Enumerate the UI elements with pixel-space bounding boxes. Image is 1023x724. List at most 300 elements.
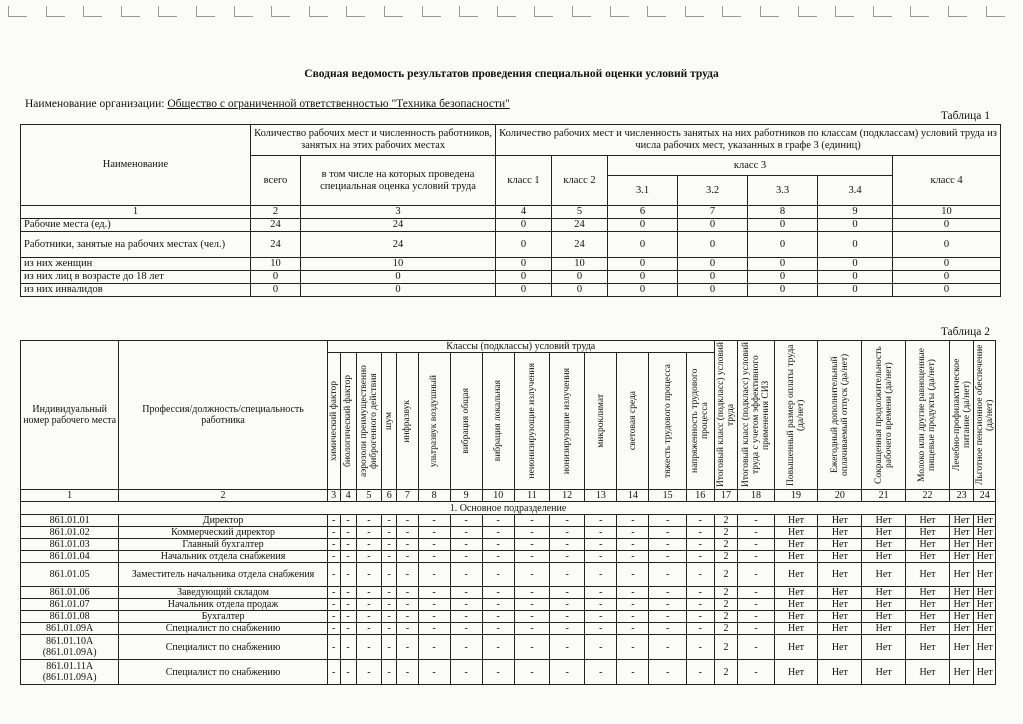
t2-guarantee-value: Нет	[974, 563, 996, 587]
t1-cell: 0	[301, 284, 496, 297]
t1-cell: 0	[893, 219, 1001, 232]
binding-mark	[760, 6, 779, 17]
t2-guarantee-value: Нет	[774, 611, 818, 623]
t2-factor-value: -	[686, 539, 714, 551]
t2-factor-value: -	[649, 527, 686, 539]
t2-profession: Начальник отдела снабжения	[119, 551, 327, 563]
t2-factor-value: -	[340, 563, 356, 587]
t2-guarantee-value: Нет	[906, 527, 950, 539]
t2-factor-value: -	[686, 611, 714, 623]
t2-workplace-id: 861.01.05	[21, 563, 119, 587]
t2-factor-value: -	[382, 660, 397, 685]
t2-factor-value: -	[356, 660, 382, 685]
binding-mark	[986, 6, 1005, 17]
t2-guarantee-value: Нет	[906, 587, 950, 599]
t2-guarantee-value: Нет	[862, 611, 906, 623]
t2-factor-value: -	[327, 611, 340, 623]
t2-factor-value: -	[585, 539, 617, 551]
t2-column-number: 15	[649, 490, 686, 502]
t2-guarantee-value: Нет	[818, 660, 862, 685]
t2-final-class: 2	[714, 599, 738, 611]
t2-guarantee-value: Нет	[974, 599, 996, 611]
t2-final-class-siz: -	[738, 527, 774, 539]
t1-cell: 0	[748, 258, 818, 271]
t2-guarantee-value: Нет	[862, 539, 906, 551]
t2-factor-value: -	[382, 515, 397, 527]
t2-guarantee-value: Нет	[818, 527, 862, 539]
t2-row	[21, 587, 996, 599]
t2-factor-value: -	[649, 611, 686, 623]
t2-guarantee-value: Нет	[774, 635, 818, 660]
t2-profession: Бухгалтер	[119, 611, 327, 623]
t2-factor-value: -	[382, 551, 397, 563]
t2-row	[21, 611, 996, 623]
t2-factor-value: -	[450, 563, 482, 587]
t2-guarantee-value: Нет	[818, 563, 862, 587]
t2-factor-value: -	[450, 527, 482, 539]
t1-cell: 0	[608, 258, 678, 271]
t2-workplace-id: 861.01.02	[21, 527, 119, 539]
binding-mark	[948, 6, 967, 17]
t2-workplace-id: 861.01.04	[21, 551, 119, 563]
t2-factor-value: -	[617, 660, 649, 685]
t2-guarantee-value: Нет	[818, 635, 862, 660]
t2-factor-value: -	[382, 635, 397, 660]
t2-factor-value: -	[382, 527, 397, 539]
t2-factor-value: -	[514, 515, 549, 527]
t2-workplace-id: 861.01.09А	[21, 623, 119, 635]
t2-factor-header: световая среда	[617, 353, 649, 490]
t2-guarantee-value: Нет	[818, 539, 862, 551]
t1-cell: 10	[301, 258, 496, 271]
t2-factor-value: -	[450, 599, 482, 611]
t2-factor-value: -	[482, 527, 514, 539]
t2-factor-value: -	[418, 563, 450, 587]
t2-factor-value: -	[397, 611, 418, 623]
t2-workplace-id: 861.01.03	[21, 539, 119, 551]
t1-cell: 0	[678, 219, 748, 232]
t1-column-number: 3	[301, 206, 496, 219]
t2-profession: Начальник отдела продаж	[119, 599, 327, 611]
t2-header-id: Индивидуальный номер рабочего места	[21, 341, 119, 490]
t2-factor-value: -	[617, 635, 649, 660]
t2-factor-value: -	[450, 539, 482, 551]
t2-factor-value: -	[397, 623, 418, 635]
t1-cell: 0	[893, 271, 1001, 284]
t2-guarantee-value: Нет	[906, 623, 950, 635]
t2-guarantee-value: Нет	[906, 551, 950, 563]
t2-guarantee-value: Нет	[949, 635, 974, 660]
t1-column-number: 7	[678, 206, 748, 219]
t2-column-number: 6	[382, 490, 397, 502]
t2-factor-value: -	[356, 611, 382, 623]
t1-cell: 24	[301, 232, 496, 258]
t2-factor-value: -	[327, 527, 340, 539]
t1-header-class2: класс 2	[552, 156, 608, 206]
t2-final-class-siz: -	[738, 563, 774, 587]
t2-factor-value: -	[340, 551, 356, 563]
t2-factor-value: -	[340, 611, 356, 623]
t1-row	[21, 219, 1001, 232]
t2-factor-value: -	[397, 539, 418, 551]
t2-guarantee-value: Нет	[949, 611, 974, 623]
t2-final-class: 2	[714, 539, 738, 551]
t2-factor-value: -	[585, 587, 617, 599]
t1-cell: 0	[678, 258, 748, 271]
t2-guarantee-value: Нет	[974, 551, 996, 563]
binding-mark	[722, 6, 741, 17]
t1-header-total: всего	[251, 156, 301, 206]
t2-factor-value: -	[356, 623, 382, 635]
t2-factor-value: -	[617, 539, 649, 551]
t2-final-class: 2	[714, 587, 738, 599]
t1-cell: 0	[818, 284, 893, 297]
binding-mark	[83, 6, 102, 17]
t2-factor-header: биологический фактор	[340, 353, 356, 490]
t2-factor-value: -	[340, 527, 356, 539]
t1-column-number: 6	[608, 206, 678, 219]
t2-profession: Специалист по снабжению	[119, 623, 327, 635]
t2-factor-value: -	[356, 587, 382, 599]
t1-cell: 0	[251, 271, 301, 284]
t1-cell: 0	[608, 271, 678, 284]
binding-mark	[459, 6, 478, 17]
t1-cell: 0	[552, 271, 608, 284]
t2-factor-value: -	[418, 623, 450, 635]
t2-factor-header: ультразвук воздушный	[418, 353, 450, 490]
t2-final-class-siz: -	[738, 623, 774, 635]
t2-row	[21, 599, 996, 611]
t2-factor-value: -	[514, 599, 549, 611]
binding-mark	[572, 6, 591, 17]
t2-factor-value: -	[418, 611, 450, 623]
t2-factor-value: -	[397, 527, 418, 539]
t2-guarantee-value: Нет	[974, 611, 996, 623]
t2-column-number: 22	[906, 490, 950, 502]
t1-column-number: 4	[496, 206, 552, 219]
t2-factor-value: -	[327, 539, 340, 551]
t2-factor-value: -	[686, 623, 714, 635]
t2-factor-value: -	[649, 635, 686, 660]
t2-factor-value: -	[397, 635, 418, 660]
t2-row	[21, 527, 996, 539]
t2-workplace-id: 861.01.11А (861.01.09А)	[21, 660, 119, 685]
t2-column-number: 20	[818, 490, 862, 502]
t2-header-extra-1: Ежегодный дополнительный оплачиваемый отпуск (да/нет)	[818, 341, 862, 490]
t2-factor-value: -	[617, 623, 649, 635]
t2-factor-value: -	[382, 599, 397, 611]
t1-cell: 0	[608, 284, 678, 297]
t1-cell: 10	[251, 258, 301, 271]
t1-cell: 0	[893, 258, 1001, 271]
t2-factor-header: ионизирующие излучения	[550, 353, 585, 490]
t1-row-label: из них женщин	[21, 258, 251, 271]
t1-column-number: 10	[893, 206, 1001, 219]
t2-factor-value: -	[450, 611, 482, 623]
t2-factor-value: -	[482, 623, 514, 635]
binding-mark	[873, 6, 892, 17]
t2-factor-value: -	[686, 551, 714, 563]
t2-factor-value: -	[550, 563, 585, 587]
t2-factor-value: -	[550, 660, 585, 685]
binding-mark	[121, 6, 140, 17]
t2-workplace-id: 861.01.07	[21, 599, 119, 611]
t2-factor-value: -	[356, 635, 382, 660]
summary-table	[20, 124, 1001, 297]
binding-mark	[8, 6, 27, 17]
t1-cell: 24	[552, 219, 608, 232]
t1-cell: 0	[748, 219, 818, 232]
t2-guarantee-value: Нет	[949, 563, 974, 587]
t2-guarantee-value: Нет	[774, 539, 818, 551]
t1-cell: 0	[552, 284, 608, 297]
t2-column-number: 10	[482, 490, 514, 502]
t2-factor-value: -	[550, 587, 585, 599]
t2-guarantee-value: Нет	[818, 611, 862, 623]
t2-guarantee-value: Нет	[774, 551, 818, 563]
t2-guarantee-value: Нет	[774, 623, 818, 635]
t1-row-label: из них лиц в возрасте до 18 лет	[21, 271, 251, 284]
t2-workplace-id: 861.01.10А (861.01.09А)	[21, 635, 119, 660]
t2-final-class: 2	[714, 515, 738, 527]
t2-final-class-siz: -	[738, 515, 774, 527]
t2-header-classes: Классы (подклассы) условий труда	[327, 341, 714, 353]
t1-column-number: 1	[21, 206, 251, 219]
t1-cell: 0	[818, 258, 893, 271]
t2-factor-value: -	[514, 635, 549, 660]
t1-cell: 0	[496, 232, 552, 258]
t2-guarantee-value: Нет	[974, 515, 996, 527]
t2-factor-value: -	[686, 515, 714, 527]
t2-guarantee-value: Нет	[974, 635, 996, 660]
t2-factor-value: -	[585, 563, 617, 587]
t2-guarantee-value: Нет	[974, 623, 996, 635]
t2-factor-value: -	[686, 635, 714, 660]
t2-column-numbers	[21, 490, 996, 502]
t2-header-extra-5: Льготное пенсионное обеспечение (да/нет)	[974, 341, 996, 490]
t2-factor-value: -	[482, 551, 514, 563]
t1-cell: 0	[251, 284, 301, 297]
t1-cell: 0	[818, 219, 893, 232]
t2-guarantee-value: Нет	[862, 635, 906, 660]
t2-factor-value: -	[482, 587, 514, 599]
t2-guarantee-value: Нет	[949, 599, 974, 611]
t2-guarantee-value: Нет	[949, 515, 974, 527]
t2-guarantee-value: Нет	[949, 660, 974, 685]
binding-mark	[384, 6, 403, 17]
t2-header-extra-4: Лечебно-профилактическое питание (да/нет)	[949, 341, 974, 490]
t1-column-number: 2	[251, 206, 301, 219]
t2-final-class-siz: -	[738, 599, 774, 611]
t2-header-final-class-siz: Итоговый класс (подкласс) условий труда с учетом эффективного применения СИЗ	[738, 341, 774, 490]
t2-factor-value: -	[514, 551, 549, 563]
t2-column-number: 12	[550, 490, 585, 502]
t1-header-class1: класс 1	[496, 156, 552, 206]
t2-guarantee-value: Нет	[974, 587, 996, 599]
t2-factor-value: -	[649, 599, 686, 611]
t1-cell: 0	[496, 271, 552, 284]
t2-factor-value: -	[356, 539, 382, 551]
t2-factor-value: -	[585, 635, 617, 660]
t1-header-class4: класс 4	[893, 156, 1001, 206]
t1-header-workplaces: Количество рабочих мест и численность работников, занятых на этих рабочих местах	[251, 125, 496, 156]
t2-factor-value: -	[617, 527, 649, 539]
t2-guarantee-value: Нет	[862, 563, 906, 587]
t1-header-assessed: в том числе на которых проведена специальная оценка условий труда	[301, 156, 496, 206]
t2-final-class-siz: -	[738, 611, 774, 623]
t2-guarantee-value: Нет	[818, 587, 862, 599]
t2-guarantee-value: Нет	[774, 563, 818, 587]
t2-factor-value: -	[450, 660, 482, 685]
t2-factor-value: -	[514, 539, 549, 551]
binding-mark	[685, 6, 704, 17]
t2-factor-value: -	[340, 623, 356, 635]
t2-factor-value: -	[356, 599, 382, 611]
t2-factor-value: -	[382, 539, 397, 551]
binding-mark	[798, 6, 817, 17]
t2-factor-value: -	[450, 515, 482, 527]
t2-factor-value: -	[340, 599, 356, 611]
t1-header-classes: Количество рабочих мест и численность занятых на них работников по классам (подклассам) условий труда из числа рабочих мест, указанных в графе 3 (единиц)	[496, 125, 1001, 156]
t2-factor-value: -	[686, 527, 714, 539]
t1-column-number: 5	[552, 206, 608, 219]
t2-final-class-siz: -	[738, 635, 774, 660]
t2-factor-value: -	[340, 587, 356, 599]
t2-row	[21, 660, 996, 685]
t2-factor-header: напряженность трудового процесса	[686, 353, 714, 490]
t2-factor-value: -	[327, 515, 340, 527]
t2-factor-header: инфразвук	[397, 353, 418, 490]
t1-cell: 0	[893, 232, 1001, 258]
table2-label: Таблица 2	[940, 326, 990, 338]
t2-factor-value: -	[585, 623, 617, 635]
t2-factor-value: -	[327, 587, 340, 599]
t1-cell: 0	[748, 232, 818, 258]
t2-header-profession: Профессия/должность/специальность работника	[119, 341, 327, 490]
t2-factor-value: -	[418, 539, 450, 551]
t2-final-class: 2	[714, 611, 738, 623]
organization-name: Общество с ограниченной ответственностью "Техника безопасности"	[167, 98, 510, 110]
binding-mark	[346, 6, 365, 17]
t2-guarantee-value: Нет	[949, 527, 974, 539]
t2-factor-header: шум	[382, 353, 397, 490]
t1-row	[21, 271, 1001, 284]
t1-cell: 0	[678, 232, 748, 258]
t1-column-numbers	[21, 206, 1001, 219]
t2-workplace-id: 861.01.08	[21, 611, 119, 623]
t2-factor-value: -	[356, 551, 382, 563]
binding-mark	[647, 6, 666, 17]
t2-factor-value: -	[514, 623, 549, 635]
t2-column-number: 7	[397, 490, 418, 502]
t1-cell: 0	[818, 271, 893, 284]
t2-factor-value: -	[649, 587, 686, 599]
t2-factor-header: вибрация общая	[450, 353, 482, 490]
t2-factor-value: -	[356, 515, 382, 527]
t2-factor-value: -	[482, 635, 514, 660]
t2-guarantee-value: Нет	[949, 551, 974, 563]
t2-guarantee-value: Нет	[906, 515, 950, 527]
t2-column-number: 13	[585, 490, 617, 502]
t2-factor-value: -	[649, 539, 686, 551]
t2-guarantee-value: Нет	[862, 587, 906, 599]
t2-factor-value: -	[482, 515, 514, 527]
t2-factor-value: -	[450, 635, 482, 660]
t2-factor-value: -	[382, 563, 397, 587]
t2-row	[21, 515, 996, 527]
t2-final-class-siz: -	[738, 551, 774, 563]
t2-factor-value: -	[550, 539, 585, 551]
t2-guarantee-value: Нет	[774, 660, 818, 685]
t2-guarantee-value: Нет	[862, 623, 906, 635]
t1-cell: 0	[678, 284, 748, 297]
t2-factor-value: -	[514, 611, 549, 623]
t2-final-class: 2	[714, 563, 738, 587]
t2-guarantee-value: Нет	[818, 551, 862, 563]
t2-guarantee-value: Нет	[818, 623, 862, 635]
t2-factor-value: -	[382, 587, 397, 599]
t2-header-final-class: Итоговый класс (подкласс) условий труда	[714, 341, 738, 490]
t2-factor-value: -	[514, 563, 549, 587]
organization-line	[25, 98, 510, 110]
t2-profession: Директор	[119, 515, 327, 527]
t2-factor-value: -	[340, 660, 356, 685]
t2-factor-value: -	[397, 660, 418, 685]
t2-factor-value: -	[585, 551, 617, 563]
t2-factor-value: -	[617, 611, 649, 623]
t2-guarantee-value: Нет	[974, 527, 996, 539]
t2-guarantee-value: Нет	[906, 611, 950, 623]
t2-final-class: 2	[714, 623, 738, 635]
t2-guarantee-value: Нет	[906, 539, 950, 551]
t2-factor-value: -	[327, 551, 340, 563]
t2-guarantee-value: Нет	[949, 539, 974, 551]
t2-factor-value: -	[418, 515, 450, 527]
t2-workplace-id: 861.01.01	[21, 515, 119, 527]
t1-cell: 24	[552, 232, 608, 258]
t2-final-class: 2	[714, 660, 738, 685]
t2-factor-value: -	[340, 635, 356, 660]
t2-workplace-id: 861.01.06	[21, 587, 119, 599]
t2-guarantee-value: Нет	[774, 587, 818, 599]
t1-header-c34: 3.4	[818, 176, 893, 206]
t1-header-c33: 3.3	[748, 176, 818, 206]
t2-guarantee-value: Нет	[949, 623, 974, 635]
binding-holes	[0, 0, 1023, 22]
t2-factor-value: -	[585, 611, 617, 623]
binding-mark	[497, 6, 516, 17]
t2-factor-value: -	[686, 599, 714, 611]
t1-cell: 24	[301, 219, 496, 232]
t2-column-number: 24	[974, 490, 996, 502]
t1-cell: 0	[496, 258, 552, 271]
organization-label: Наименование организации:	[25, 98, 165, 110]
t2-column-number: 1	[21, 490, 119, 502]
t1-cell: 0	[893, 284, 1001, 297]
t2-guarantee-value: Нет	[974, 539, 996, 551]
t2-section-title: 1. Основное подразделение	[21, 502, 996, 515]
t2-guarantee-value: Нет	[906, 660, 950, 685]
t2-factor-value: -	[482, 563, 514, 587]
t2-factor-value: -	[340, 515, 356, 527]
t2-factor-header: микроклимат	[585, 353, 617, 490]
t2-factor-value: -	[327, 635, 340, 660]
t2-column-number: 19	[774, 490, 818, 502]
t2-final-class-siz: -	[738, 539, 774, 551]
t2-row	[21, 623, 996, 635]
t2-factor-value: -	[686, 660, 714, 685]
t2-factor-value: -	[686, 563, 714, 587]
